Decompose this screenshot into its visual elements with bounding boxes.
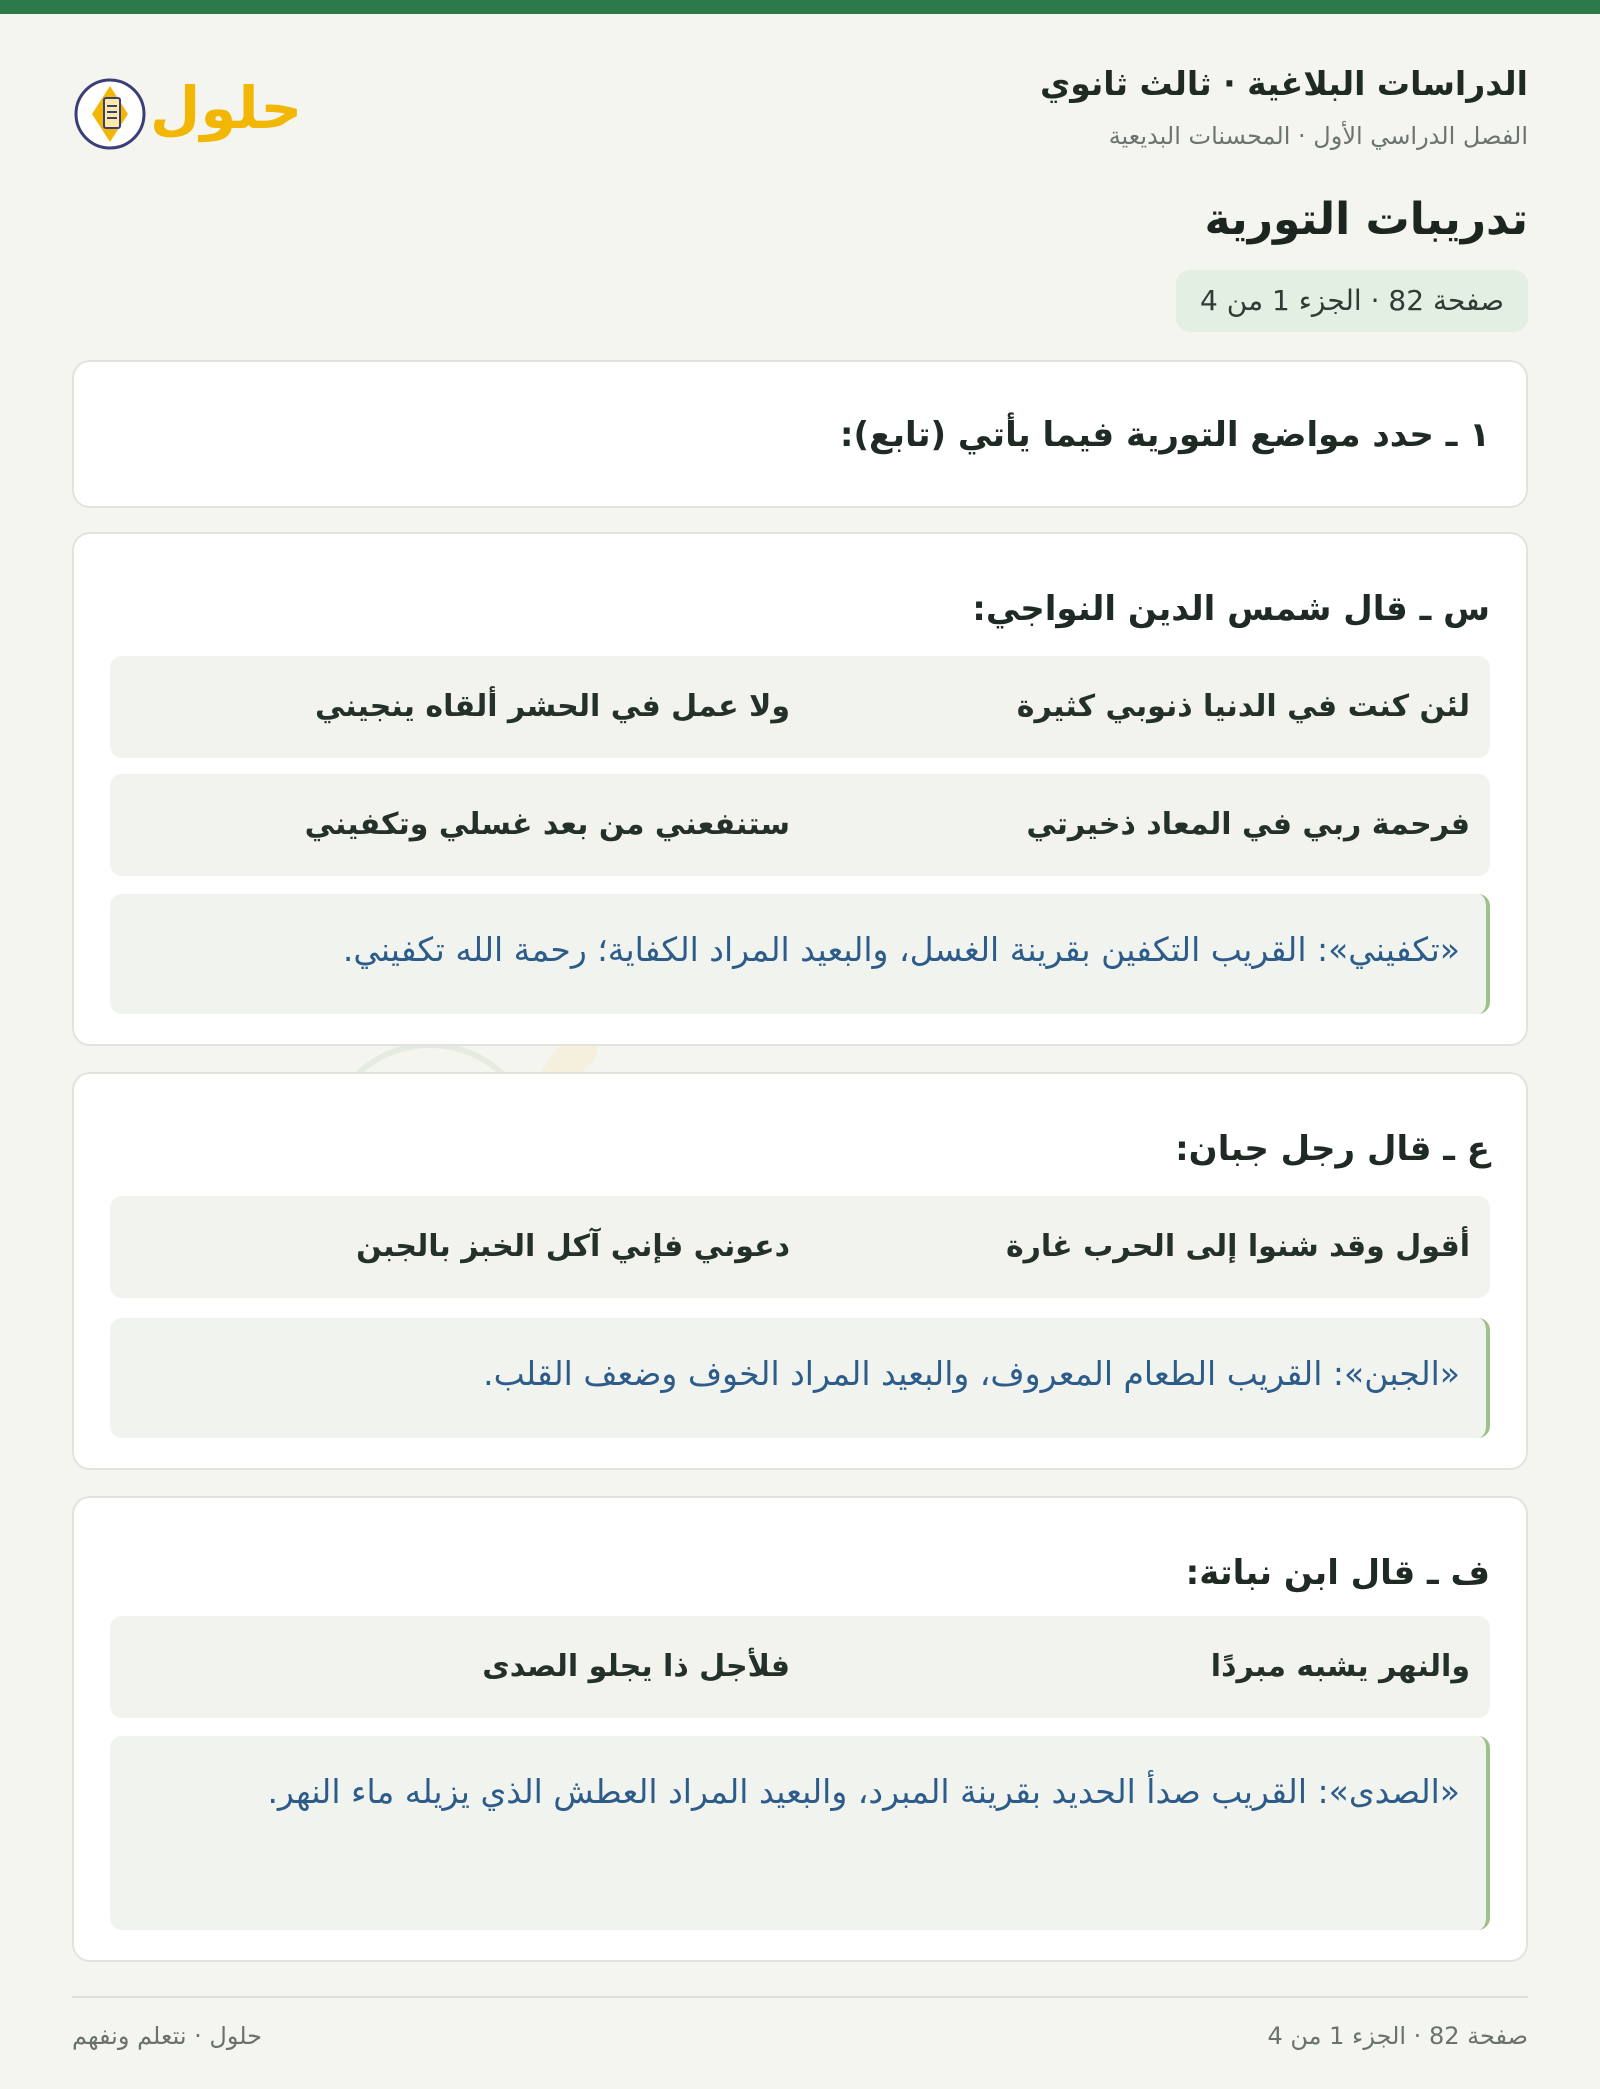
question-header-card: [72, 360, 1528, 508]
footer-divider: [72, 1996, 1528, 1998]
answer-note: [110, 1318, 1490, 1438]
exercise-title: س ـ قال شمس الدين النواجي:: [972, 589, 1490, 629]
verse-first-hemistich: فرحمة ربي في المعاد ذخيرتي: [1026, 807, 1470, 842]
exercise-title: ع ـ قال رجل جبان:: [1175, 1129, 1490, 1169]
page-title: تدريبات التورية: [1204, 194, 1528, 245]
answer-text: «تكفيني»: القريب التكفين بقرينة الغسل، والبعيد المراد الكفاية؛ رحمة الله تكفيني.: [342, 930, 1460, 969]
question-heading: ١ ـ حدد مواضع التورية فيما يأتي (تابع):: [839, 415, 1490, 455]
brand-logo[interactable]: [72, 62, 312, 162]
verse-row: [110, 1196, 1490, 1298]
chapter-subtitle: الفصل الدراسي الأول · المحسنات البديعية: [1108, 122, 1528, 150]
verse-second-hemistich: فلأجل ذا يجلو الصدى: [482, 1649, 790, 1684]
exercise-card-faa: [72, 1496, 1528, 1962]
exercise-card-seen: [72, 532, 1528, 1046]
page-header: [72, 60, 1528, 170]
logo-wordmark: حلول: [150, 74, 303, 142]
answer-note: [110, 894, 1490, 1014]
answer-text: «الصدى»: القريب صدأ الحديد بقرينة المبرد، والبعيد المراد العطش الذي يزيله ماء النهر.: [267, 1772, 1460, 1811]
exercise-title: ف ـ قال ابن نباتة:: [1185, 1553, 1490, 1593]
verse-row: [110, 774, 1490, 876]
verse-second-hemistich: ولا عمل في الحشر ألقاه ينجيني: [314, 689, 790, 724]
verse-first-hemistich: لئن كنت في الدنيا ذنوبي كثيرة: [1016, 689, 1470, 724]
top-accent-bar: [0, 0, 1600, 14]
course-title: الدراسات البلاغية · ثالث ثانوي: [1039, 64, 1528, 103]
footer-page-info: صفحة 82 · الجزء 1 من 4: [1267, 2022, 1528, 2050]
verse-first-hemistich: أقول وقد شنوا إلى الحرب غارة: [1005, 1229, 1470, 1264]
verse-row: [110, 1616, 1490, 1718]
header-titles: [1040, 60, 1528, 154]
verse-second-hemistich: دعوني فإني آكل الخبز بالجبن: [356, 1229, 790, 1264]
verse-first-hemistich: والنهر يشبه مبردًا: [1210, 1649, 1470, 1684]
answer-note: [110, 1736, 1490, 1930]
answer-text: «الجبن»: القريب الطعام المعروف، والبعيد المراد الخوف وضعف القلب.: [483, 1354, 1460, 1393]
footer-brand: حلول · نتعلم ونفهم: [72, 2022, 262, 2050]
verse-second-hemistich: ستنفعني من بعد غسلي وتكفيني: [304, 807, 790, 842]
page-badge: صفحة 82 · الجزء 1 من 4: [1176, 270, 1528, 332]
exercise-card-ayn: [72, 1072, 1528, 1470]
verse-row: [110, 656, 1490, 758]
